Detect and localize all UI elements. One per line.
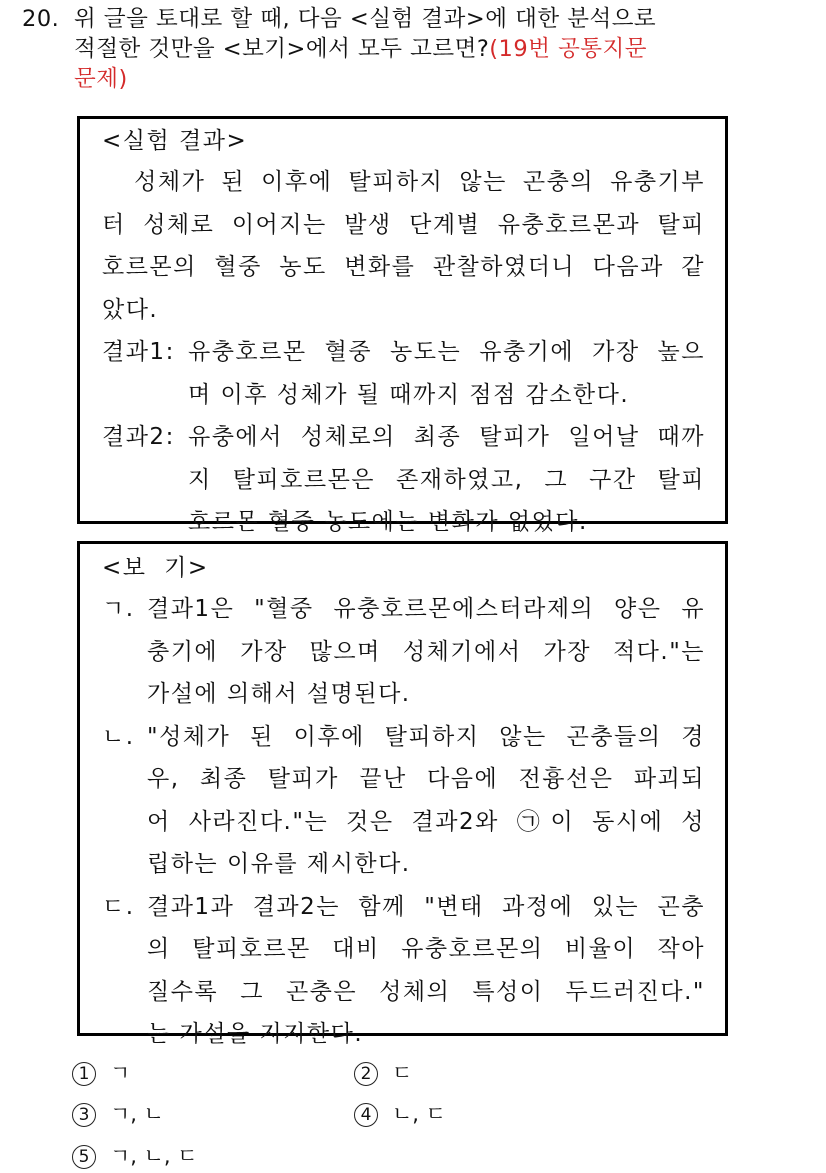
- options-title: <보 기>: [102, 555, 209, 581]
- option-label: ㄱ.: [102, 596, 135, 622]
- choice-number-circle: 3: [72, 1103, 96, 1127]
- choice-number-circle: 5: [72, 1145, 96, 1169]
- option-line: "성체가 된 이후에 탈피하지 않는 곤충들의 경: [147, 723, 705, 750]
- choice-text: ㄴ, ㄷ: [392, 1102, 446, 1126]
- option-line: 립하는 이유를 제시한다.: [147, 851, 411, 877]
- result-2-label: 결과2:: [102, 424, 175, 450]
- option-item-digeut: [102, 886, 705, 1056]
- intro-line: 호르몬의 혈중 농도 변화를 관찰하였더니 다음과 같: [102, 254, 705, 280]
- question-text-line2: 적절한 것만을 <보기>에서 모두 고르면?: [74, 36, 490, 62]
- result-1: [102, 331, 705, 416]
- result-2-line: 유충에서 성체로의 최종 탈피가 일어날 때까: [188, 424, 705, 450]
- choice-text: ㄱ, ㄴ, ㄷ: [110, 1144, 198, 1168]
- choice-number-circle: 2: [354, 1062, 378, 1086]
- choice-3[interactable]: [72, 1097, 164, 1131]
- result-1-line: 며 이후 성체가 될 때까지 점점 감소한다.: [188, 381, 630, 408]
- choice-text: ㄷ: [392, 1061, 413, 1085]
- option-line: 결과1은 "혈중 유충호르몬에스터라제의 양은 유: [147, 596, 705, 622]
- choice-5[interactable]: [72, 1139, 198, 1173]
- choice-2[interactable]: [354, 1056, 412, 1090]
- option-line: 우, 최종 탈피가 끝난 다음에 전흉선은 파괴되: [147, 766, 705, 792]
- result-2-line: 호르몬 혈중 농도에는 변화가 없었다.: [188, 509, 588, 535]
- choice-text: ㄱ, ㄴ: [110, 1102, 164, 1126]
- result-2-line: 지 탈피호르몬은 존재하였고, 그 구간 탈피: [188, 466, 705, 493]
- choice-1[interactable]: [72, 1056, 130, 1090]
- intro-line: 성체가 된 이후에 탈피하지 않는 곤충의 유충기부: [102, 169, 705, 195]
- result-1-label: 결과1:: [102, 339, 175, 365]
- intro-line: 터 성체로 이어지는 발생 단계별 유충호르몬과 탈피: [102, 211, 705, 238]
- option-item-nieun: [102, 716, 705, 886]
- option-line: 충기에 가장 많으며 성체기에서 가장 적다."는: [147, 638, 705, 665]
- result-1-line: 유충호르몬 혈중 농도는 유충기에 가장 높으: [188, 339, 705, 365]
- question-source-note: (19번 공통지문: [489, 36, 648, 62]
- experiment-results-title: <실험 결과>: [102, 128, 248, 154]
- choice-number-circle: 1: [72, 1062, 96, 1086]
- option-line: 는 가설을 지지한다.: [147, 1021, 364, 1047]
- option-line: 가설에 의해서 설명된다.: [147, 681, 411, 707]
- option-label: ㄴ.: [102, 723, 135, 750]
- experiment-results-box: [77, 116, 728, 535]
- result-2: [102, 416, 705, 544]
- question-text-line1: 위 글을 토대로 할 때, 다음 <실험 결과>에 대한 분석으로: [74, 6, 657, 32]
- options-box: [77, 541, 728, 1047]
- question-source-note-cont: 문제): [74, 66, 128, 92]
- intro-line: 았다.: [102, 296, 159, 323]
- question-stem: [22, 4, 752, 94]
- option-line: 질수록 그 곤충은 성체의 특성이 두드러진다.": [147, 978, 705, 1005]
- option-line: 의 탈피호르몬 대비 유충호르몬의 비율이 작아: [147, 936, 705, 962]
- option-item-giyeok: [102, 588, 705, 716]
- option-label: ㄷ.: [102, 893, 135, 920]
- choice-4[interactable]: [354, 1097, 446, 1131]
- question-number: 20.: [22, 6, 60, 32]
- option-line: 어 사라진다."는 것은 결과2와 ㉠이 동시에 성: [147, 808, 705, 835]
- choice-number-circle: 4: [354, 1103, 378, 1127]
- option-line: 결과1과 결과2는 함께 "변태 과정에 있는 곤충: [147, 893, 705, 920]
- choice-text: ㄱ: [110, 1061, 131, 1085]
